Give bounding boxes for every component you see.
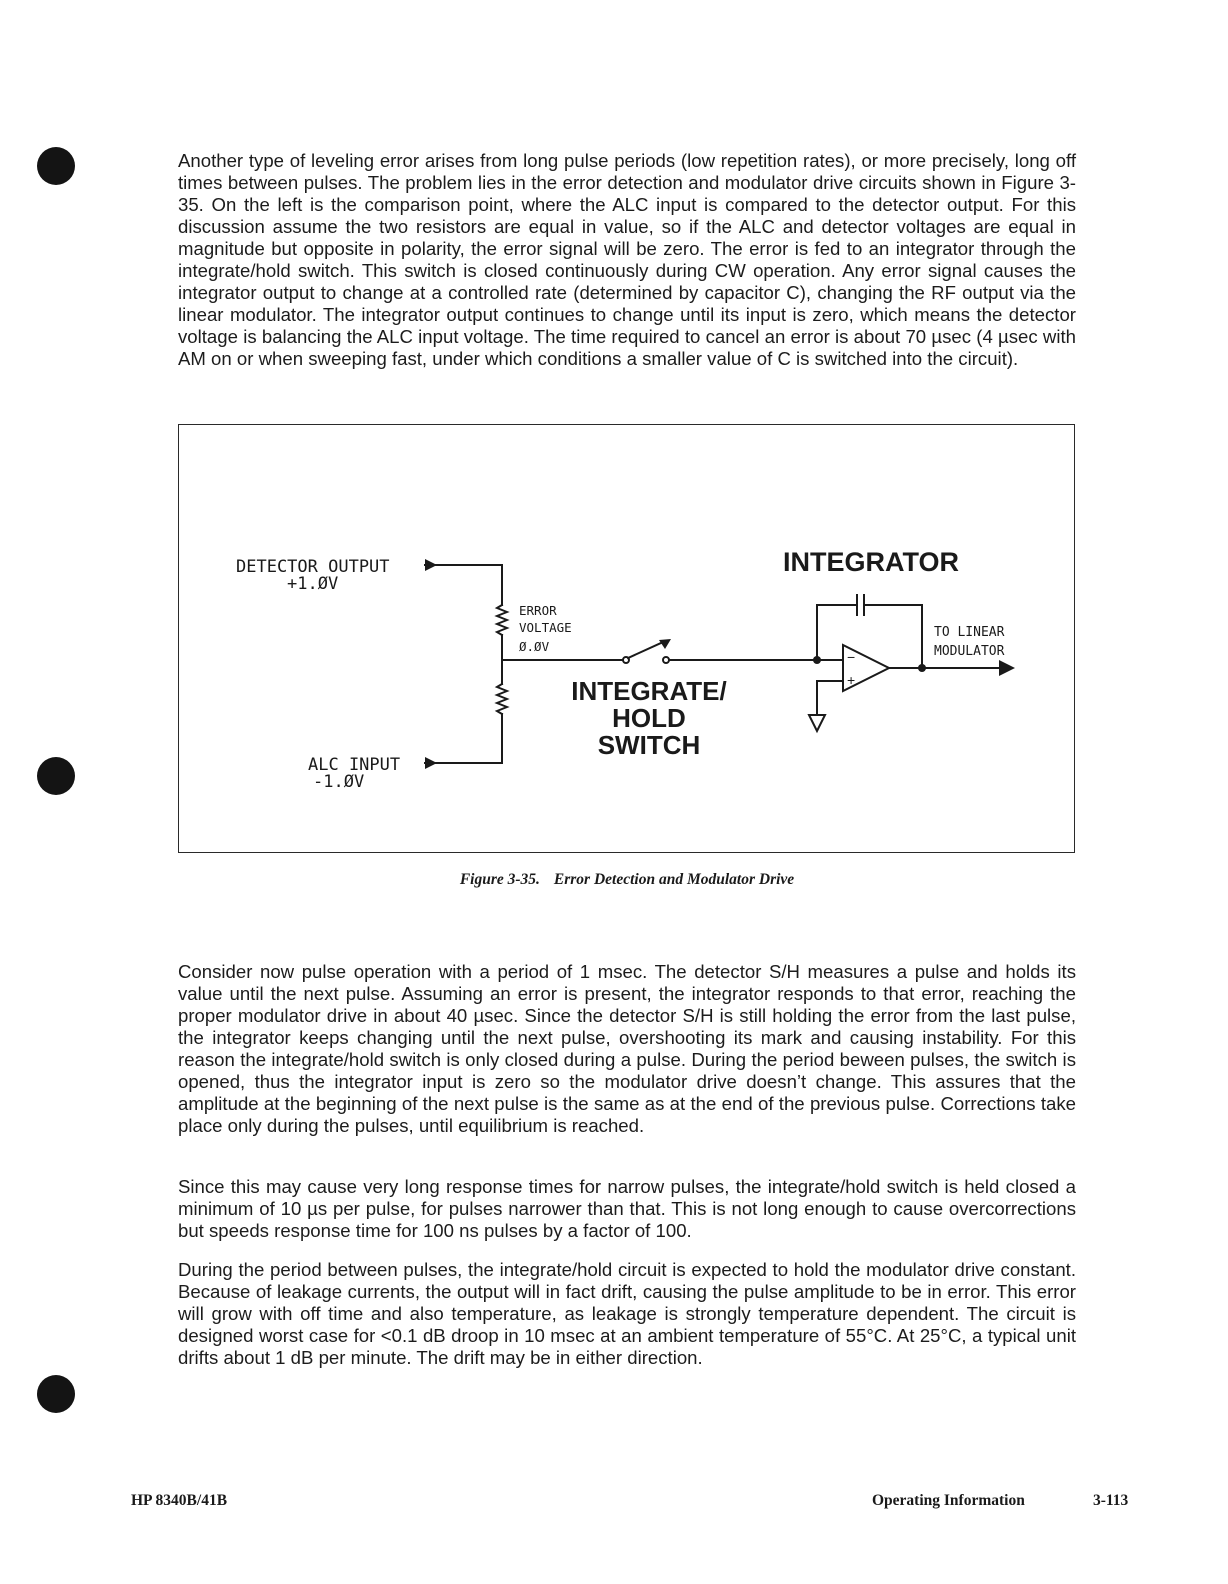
switch-label-line3: SWITCH: [597, 730, 701, 760]
binder-hole-top: [37, 147, 75, 185]
ground-icon: [809, 715, 825, 731]
alc-lead: [425, 714, 502, 763]
switch-label-line1: INTEGRATE/: [571, 676, 727, 706]
detector-arrow-icon: [425, 559, 437, 571]
paragraph-drift: During the period between pulses, the integrate/hold circuit is expected to hold the modulator drive constant. Because of leakage currents, the output will in fact drift, causing the pulse amplitude to be in error. This error will grow with off time and also temperature, as leakage is strongly temperature dependent. The circuit is designed worst case for <0.1 dB droop in 10 msec at an ambient temperature of 55°C. At 25°C, a typical unit drifts about 1 dB per minute. The drift may be in either direction.: [178, 1259, 1076, 1368]
node-dot-input: [813, 656, 821, 664]
output-label-line1: TO LINEAR: [934, 625, 1005, 640]
alc-input-label: ALC INPUT: [308, 755, 401, 775]
switch-blade-icon: [628, 643, 661, 658]
caption-title: Error Detection and Modulator Drive: [553, 871, 795, 888]
node-dot-output: [918, 664, 926, 672]
alc-arrow-icon: [425, 757, 437, 769]
error-voltage-line2: VOLTAGE: [519, 620, 572, 635]
figure-3-35: [178, 424, 1075, 853]
detector-voltage-label: +1.ØV: [287, 574, 339, 594]
paragraph-leveling-error: Another type of leveling error arises from long pulse periods (low repetition rates), or more precisely, long off times between pulses. The problem lies in the error detection and modulator drive circuits shown in Figure 3-35. On the left is the comparison point, where the ALC input is compared to the detector output. For this discussion assume the two resistors are equal in value, so if the ALC and detector voltages are equal in magnitude but opposite in polarity, the error signal will be zero. The error is fed to an integrator through the integrate/hold switch. This switch is closed continuously during CW operation. Any error signal causes the integrator output to change at a controlled rate (determined by capacitor C), changing the RF output via the linear modulator. The integrator output continues to change until its input is zero, which means the detector voltage is balancing the ALC input voltage. The time required to cancel an error is about 70 µsec (4 µsec with AM on or when sweeping fast, under which conditions a smaller value of C is switched into the circuit).: [178, 150, 1076, 369]
paragraph-pulse-operation: Consider now pulse operation with a period of 1 msec. The detector S/H measures a pulse and holds its value until the next pulse. Assuming an error is present, the integrator responds to that error, reaching the proper modulator drive in about 40 µsec. Since the detector S/H is still holding the error from the last pulse, the integrator keeps changing until the next pulse, overshooting its mark and causing instability. For this reason the integrate/hold switch is only closed during a pulse. During the period beween pulses, the switch is opened, thus the integrator input is zero so the modulator drive doesn’t change. This assures that the amplitude at the beginning of the next pulse is the same as at the end of the previous pulse. Corrections take place only during the pulses, until equilibrium is reached.: [178, 961, 1076, 1136]
capacitor-icon: [857, 595, 864, 615]
output-label-line2: MODULATOR: [934, 644, 1005, 659]
integrator-title: INTEGRATOR: [783, 547, 960, 577]
resistor-top-icon: [497, 605, 507, 635]
error-voltage-line3: Ø.ØV: [519, 639, 550, 654]
footer-page-number: 3-113: [1093, 1492, 1129, 1509]
resistor-bottom-icon: [497, 684, 507, 714]
binder-hole-bottom: [37, 1375, 75, 1413]
footer-model: HP 8340B/41B: [131, 1492, 228, 1509]
alc-voltage-label: -1.ØV: [313, 772, 365, 792]
detector-lead: [425, 565, 502, 605]
opamp-minus-label: −: [847, 649, 856, 665]
opamp-plus-label: +: [847, 672, 856, 688]
switch-label-line2: HOLD: [612, 703, 686, 733]
caption-number: Figure 3-35.: [459, 871, 540, 888]
binder-hole-middle: [37, 757, 75, 795]
error-detection-schematic: [179, 425, 1076, 854]
figure-caption: [178, 871, 1076, 889]
feedback-right: [864, 605, 922, 668]
error-voltage-line1: ERROR: [519, 603, 557, 618]
ground-wire: [817, 681, 843, 715]
detector-output-label: DETECTOR OUTPUT: [236, 557, 390, 577]
paragraph-narrow-pulses: Since this may cause very long response times for narrow pulses, the integrate/hold switch is held closed a minimum of 10 µs per pulse, for pulses narrower than that. This is not long enough to cause overcorrections but speeds response time for 100 ns pulses by a factor of 100.: [178, 1176, 1076, 1241]
output-arrow-icon: [999, 660, 1015, 676]
footer-section: Operating Information: [872, 1492, 1025, 1509]
